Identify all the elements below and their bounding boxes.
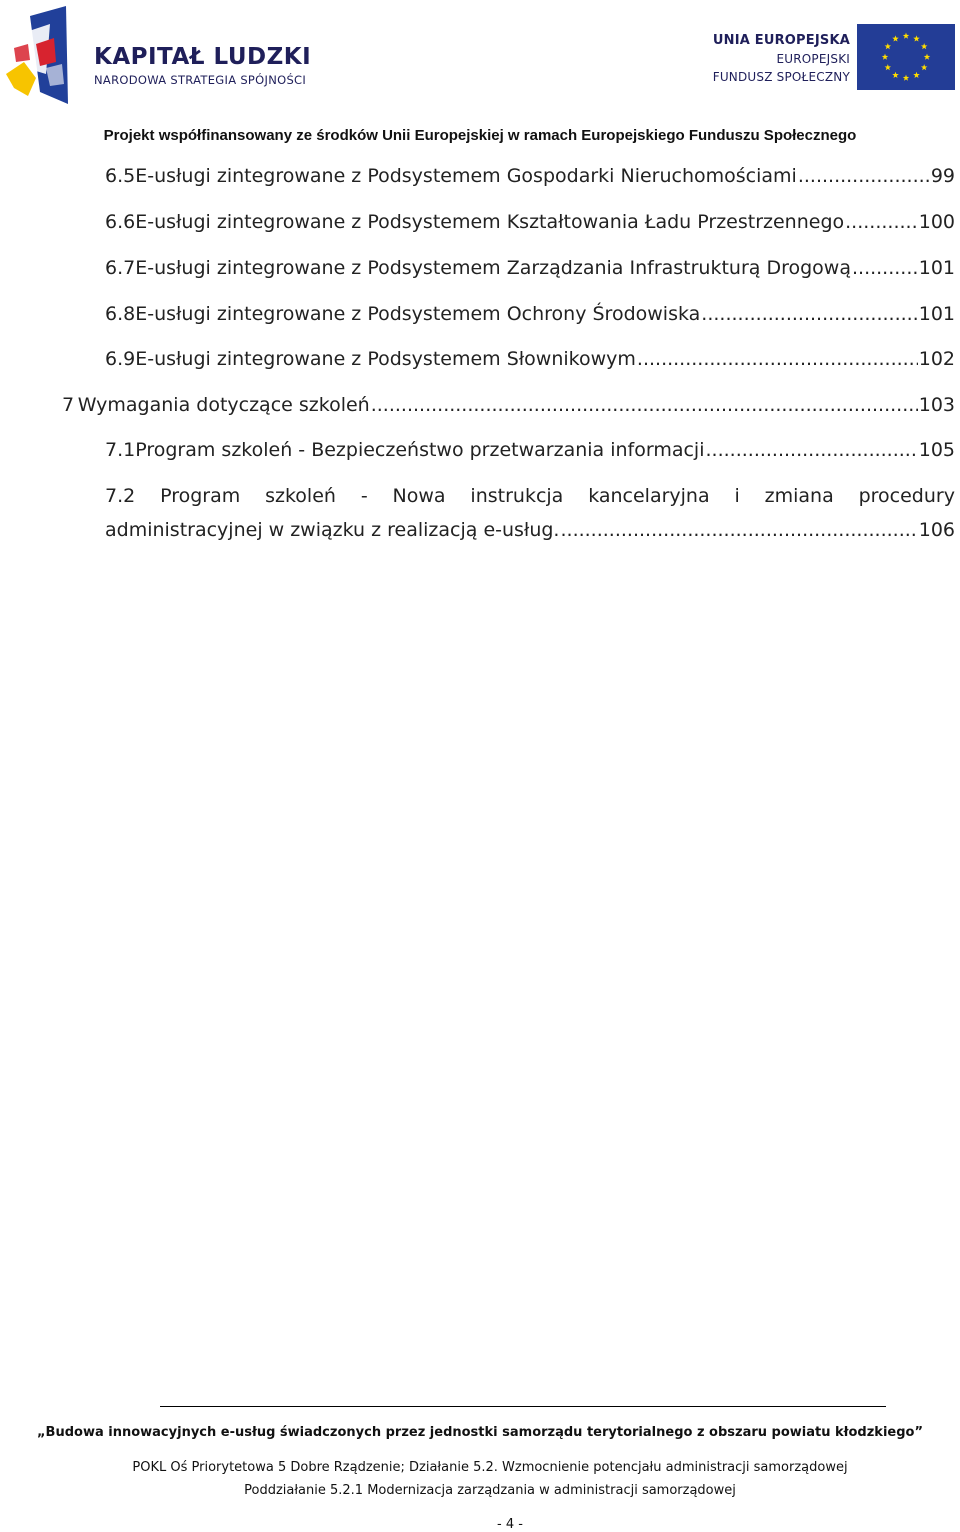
eu-logo-line1: UNIA EUROPEJSKA [712, 33, 850, 48]
toc-leader-dots [701, 301, 917, 327]
kapital-ludzki-subtitle: NARODOWA STRATEGIA SPÓJNOŚCI [94, 73, 307, 87]
eu-logo-line2: EUROPEJSKI [776, 52, 850, 66]
toc-entry[interactable] [105, 209, 955, 235]
toc-entry-page: 100 [918, 211, 955, 233]
toc-entry-text: Wymagania dotyczące szkoleń [77, 394, 370, 416]
toc-leader-dots [371, 392, 918, 418]
toc-entry-word: kancelaryjna [588, 485, 710, 507]
toc-leader-dots [560, 517, 917, 543]
toc-entry-text: E-usługi zintegrowane z Podsystemem Ochrony Środowiska [135, 303, 701, 325]
toc-entry-word: Program [160, 485, 241, 507]
toc-entry-word: Nowa [392, 485, 446, 507]
toc-leader-dots [852, 255, 918, 281]
toc-entry[interactable] [105, 255, 955, 281]
toc-entry-page: 105 [918, 439, 955, 461]
footer-subaction-line: Poddziałanie 5.2.1 Modernizacja zarządzania w administracji samorządowej [244, 1483, 736, 1498]
toc-entry[interactable] [105, 301, 955, 327]
toc-entry-text: E-usługi zintegrowane z Podsystemem Słownikowym [135, 348, 636, 370]
toc-entry[interactable] [105, 163, 955, 189]
toc-entry-number: 7.2 [105, 485, 136, 507]
kapital-ludzki-title: KAPITAŁ LUDZKI [94, 44, 312, 70]
toc-entry-multiline-continuation[interactable] [105, 517, 955, 543]
toc-entry-number: 6.9 [105, 348, 136, 370]
toc-entry-text: Program szkoleń - Bezpieczeństwo przetwarzania informacji [135, 439, 705, 461]
toc-entry-number: 6.8 [105, 303, 136, 325]
toc-entry-word: instrukcja [470, 485, 564, 507]
toc-entry-word: zmiana [764, 485, 834, 507]
footer-project-title: „Budowa innowacyjnych e-usług świadczonych przez jednostki samorządu terytorialnego z obszaru powiatu kłodzkiego” [37, 1425, 923, 1440]
toc-leader-dots [845, 209, 918, 235]
toc-entry-text: E-usługi zintegrowane z Podsystemem Kształtowania Ładu Przestrzennego [135, 211, 845, 233]
kapital-ludzki-logo [6, 4, 326, 108]
toc-entry-page: 101 [918, 303, 955, 325]
toc-entry-word: procedury [858, 485, 955, 507]
toc-entry-number: 7 [62, 394, 75, 416]
eu-logo-line3: FUNDUSZ SPOŁECZNY [712, 70, 850, 84]
footer-program-line: POKL Oś Priorytetowa 5 Dobre Rządzenie; Działanie 5.2. Wzmocnienie potencjału administracji samorządowej [132, 1460, 848, 1475]
toc-entry[interactable] [62, 392, 955, 418]
toc-entry-number: 6.7 [105, 257, 136, 279]
footer-divider [160, 1406, 886, 1407]
toc-entry-page: 106 [918, 519, 955, 541]
toc-entry-number: 6.6 [105, 211, 136, 233]
page-number: - 4 - [497, 1517, 523, 1532]
toc-entry-text: administracyjnej w związku z realizacją e-usług. [105, 519, 560, 541]
eu-logo-text [713, 32, 850, 86]
toc-entry-text: E-usługi zintegrowane z Podsystemem Zarządzania Infrastrukturą Drogową [135, 257, 851, 279]
toc-entry-word: i [734, 485, 740, 507]
toc-entry-page: 103 [918, 394, 955, 416]
toc-entry-word: szkoleń [265, 485, 336, 507]
toc-leader-dots [798, 163, 930, 189]
eu-logo [700, 22, 958, 94]
toc-entry-word: - [360, 485, 368, 507]
toc-leader-dots [706, 437, 918, 463]
kapital-ludzki-emblem-icon [6, 4, 86, 108]
toc-entry-text: E-usługi zintegrowane z Podsystemem Gospodarki Nieruchomościami [135, 165, 797, 187]
toc-entry[interactable] [105, 437, 955, 463]
toc-entry-page: 99 [930, 165, 955, 187]
toc-entry-multiline[interactable] [105, 483, 955, 509]
toc-leader-dots [637, 346, 918, 372]
project-cofinancing-line: Projekt współfinansowany ze środków Unii Europejskiej w ramach Europejskiego Funduszu Społecznego [103, 127, 857, 144]
toc-entry[interactable] [105, 346, 955, 372]
toc-entry-number: 6.5 [105, 165, 136, 187]
toc-entry-page: 102 [918, 348, 955, 370]
toc-entry-page: 101 [918, 257, 955, 279]
toc-entry-number: 7.1 [105, 439, 136, 461]
eu-flag-icon [857, 24, 955, 90]
